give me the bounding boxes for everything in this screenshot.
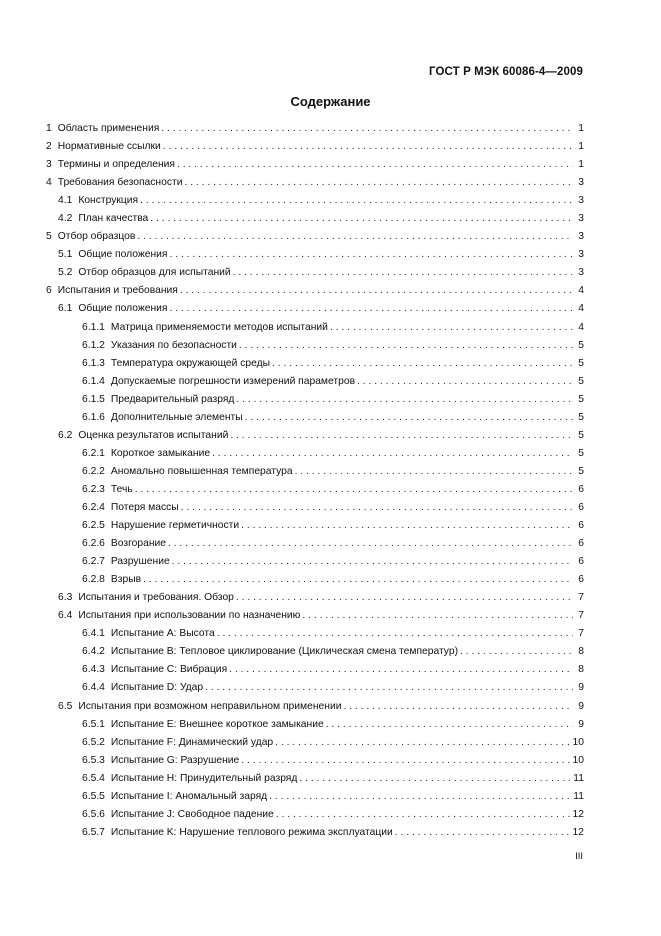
toc-leader-dots — [299, 770, 570, 788]
toc-entry-page: 10 — [572, 736, 584, 748]
toc-entry-title: Короткое замыкание — [110, 447, 211, 459]
toc-entry-title: Испытание A: Высота — [110, 628, 215, 640]
toc-entry-title: Указания по безопасности — [110, 339, 237, 351]
toc-entry-title: Испытание D: Удар — [110, 682, 204, 694]
toc-entry-title: Возгорание — [110, 538, 166, 550]
toc-entry-number: 6.4.2 — [82, 646, 105, 658]
toc-entry-title: Аномально повышенная температура — [110, 465, 293, 477]
toc-entry-title: Общие положения — [78, 303, 168, 315]
toc-leader-dots — [137, 228, 573, 246]
toc-entry[interactable] — [46, 228, 584, 246]
toc-entry-page: 11 — [573, 790, 584, 802]
toc-entry-number: 2 — [46, 141, 52, 153]
toc-leader-dots — [230, 427, 573, 445]
toc-entry-number: 6.4.1 — [82, 628, 105, 640]
toc-entry-title: Отбор образцов для испытаний — [78, 267, 231, 279]
toc-entry[interactable] — [46, 427, 584, 445]
toc-entry[interactable] — [46, 499, 584, 517]
toc-entry-title: Испытания при использовании по назначению — [78, 610, 301, 622]
toc-entry[interactable] — [46, 770, 584, 788]
toc-leader-dots — [168, 535, 573, 553]
toc-entry-page: 9 — [578, 718, 584, 730]
toc-leader-dots — [236, 589, 573, 607]
toc-leader-dots — [326, 716, 573, 734]
toc-entry-title: Взрыв — [110, 574, 142, 586]
toc-entry[interactable] — [46, 210, 584, 228]
toc-entry-number: 1 — [46, 123, 52, 134]
toc-entry[interactable] — [46, 679, 584, 697]
toc-entry-number: 6.5.6 — [82, 808, 105, 820]
toc-entry-number: 6 — [46, 285, 52, 297]
toc-entry-title: Течь — [110, 483, 133, 495]
toc-leader-dots — [233, 264, 573, 282]
toc-entry[interactable] — [46, 535, 584, 553]
page-number: III — [575, 851, 583, 862]
toc-leader-dots — [161, 120, 573, 138]
toc-leader-dots — [140, 192, 573, 210]
toc-entry-title: Испытания при возможном неправильном применении — [78, 700, 342, 712]
toc-entry[interactable] — [46, 174, 584, 192]
toc-entry-title: Испытание H: Принудительный разряд — [110, 772, 298, 784]
toc-entry-page: 1 — [578, 159, 584, 171]
toc-leader-dots — [170, 300, 574, 318]
toc-entry-number: 6.1.6 — [82, 411, 105, 423]
toc-entry-title: План качества — [78, 213, 149, 225]
toc-entry-number: 3 — [46, 159, 52, 171]
toc-entry-number: 4 — [46, 177, 52, 189]
toc-entry[interactable] — [46, 409, 584, 427]
toc-entry-page: 5 — [578, 375, 584, 387]
toc-entry-title: Область применения — [57, 123, 160, 134]
toc-leader-dots — [330, 319, 573, 337]
toc-entry-number: 6.4 — [58, 610, 73, 622]
toc-entry-title: Потеря массы — [110, 501, 179, 513]
toc-entry-title: Температура окружающей среды — [110, 357, 271, 369]
document-code: ГОСТ Р МЭК 60086-4—2009 — [429, 66, 583, 78]
toc-entry-number: 5.1 — [58, 249, 73, 261]
toc-entry-number: 6.2.5 — [82, 520, 105, 532]
toc-leader-dots — [163, 138, 573, 156]
toc-entry-number: 6.5 — [58, 700, 73, 712]
toc-leader-dots — [272, 355, 573, 373]
toc-entry-number: 4.2 — [58, 213, 73, 225]
toc-entry-number: 6.4.3 — [82, 664, 105, 676]
toc-entry-number: 6.1.3 — [82, 357, 105, 369]
toc-entry-page: 6 — [578, 538, 584, 550]
toc-entry-page: 5 — [578, 465, 584, 477]
toc-entry[interactable] — [46, 661, 584, 679]
toc-entry-title: Термины и определения — [57, 159, 175, 171]
toc-leader-dots — [395, 824, 570, 842]
toc-entry-page: 8 — [578, 646, 584, 658]
toc-entry-number: 6.2.3 — [82, 483, 105, 495]
toc-leader-dots — [217, 625, 573, 643]
toc-leader-dots — [275, 734, 569, 752]
toc-entry-page: 7 — [578, 592, 584, 604]
toc-entry[interactable] — [46, 643, 584, 661]
toc-entry-page: 5 — [578, 393, 584, 405]
toc-entry-title: Оценка результатов испытаний — [78, 429, 229, 441]
toc-entry-title: Испытание K: Нарушение теплового режима эксплуатации — [110, 826, 393, 838]
toc-entry[interactable] — [46, 463, 584, 481]
toc-entry[interactable] — [46, 319, 584, 337]
toc-entry[interactable] — [46, 120, 584, 138]
toc-entry-page: 6 — [578, 483, 584, 495]
toc-leader-dots — [177, 156, 573, 174]
toc-entry-number: 6.2.7 — [82, 556, 105, 568]
toc-entry-page: 7 — [578, 628, 584, 640]
toc-entry[interactable] — [46, 355, 584, 373]
toc-entry-title: Испытание C: Вибрация — [110, 664, 228, 676]
toc-entry-page: 5 — [578, 339, 584, 351]
toc-entry-page: 3 — [578, 177, 584, 189]
toc-entry-number: 6.3 — [58, 592, 73, 604]
toc-entry-title: Испытание F: Динамический удар — [110, 736, 274, 748]
toc-entry[interactable] — [46, 788, 584, 806]
toc-entry[interactable] — [46, 156, 584, 174]
toc-leader-dots — [245, 409, 573, 427]
toc-leader-dots — [184, 174, 573, 192]
toc-entry-page: 5 — [578, 429, 584, 441]
toc-entry-page: 3 — [578, 195, 584, 207]
toc-leader-dots — [181, 499, 573, 517]
toc-entry-number: 6.5.4 — [82, 772, 105, 784]
toc-entry-page: 6 — [578, 574, 584, 586]
toc-entry-page: 9 — [578, 682, 584, 694]
toc-leader-dots — [460, 643, 573, 661]
toc-entry-page: 3 — [578, 249, 584, 261]
toc-entry[interactable] — [46, 824, 584, 842]
toc-entry-number: 6.1.2 — [82, 339, 105, 351]
toc-entry-number: 6.2.4 — [82, 501, 105, 513]
toc-leader-dots — [357, 373, 573, 391]
toc-entry-title: Испытание E: Внешнее короткое замыкание — [110, 718, 324, 730]
toc-entry[interactable] — [46, 734, 584, 752]
toc-entry-number: 6.1.4 — [82, 375, 105, 387]
toc-entry-page: 3 — [578, 231, 584, 243]
toc-entry-page: 8 — [578, 664, 584, 676]
toc-entry-page: 6 — [578, 520, 584, 532]
toc-leader-dots — [239, 337, 573, 355]
toc-entry[interactable] — [46, 282, 584, 300]
toc-leader-dots — [170, 246, 574, 264]
toc-leader-dots — [205, 679, 573, 697]
toc-entry[interactable] — [46, 517, 584, 535]
toc-entry[interactable] — [46, 481, 584, 499]
toc-entry[interactable] — [46, 571, 584, 589]
toc-entry[interactable] — [46, 806, 584, 824]
toc-entry[interactable] — [46, 553, 584, 571]
toc-entry[interactable] — [46, 138, 584, 156]
toc-leader-dots — [269, 788, 570, 806]
toc-entry-page: 4 — [578, 303, 584, 315]
toc-entry-title: Испытание G: Разрушение — [110, 754, 240, 766]
toc-entry-title: Общие положения — [78, 249, 168, 261]
toc-entry[interactable] — [46, 698, 584, 716]
toc-entry-number: 6.2.2 — [82, 465, 105, 477]
toc-entry-page: 6 — [578, 556, 584, 568]
toc-entry-title: Нарушение герметичности — [110, 520, 240, 532]
toc-entry-page: 4 — [578, 321, 584, 333]
toc-entry-page: 4 — [578, 285, 584, 297]
toc-entry-number: 6.5.1 — [82, 718, 105, 730]
toc-entry-number: 4.1 — [58, 195, 73, 207]
toc-entry-number: 6.5.3 — [82, 754, 105, 766]
toc-entry-number: 6.1.1 — [82, 321, 105, 333]
toc-entry[interactable] — [46, 625, 584, 643]
toc-leader-dots — [241, 752, 569, 770]
toc-entry-number: 6.4.4 — [82, 682, 105, 694]
toc-entry-number: 5 — [46, 231, 52, 243]
toc-entry-page: 9 — [578, 700, 584, 712]
toc-leader-dots — [150, 210, 573, 228]
toc-entry-title: Испытание I: Аномальный заряд — [110, 790, 268, 802]
toc-entry[interactable] — [46, 264, 584, 282]
toc-entry-title: Разрушение — [110, 556, 170, 568]
toc-entry-page: 12 — [572, 826, 584, 838]
toc-entry-page: 3 — [578, 213, 584, 225]
toc-leader-dots — [212, 445, 573, 463]
toc-entry[interactable] — [46, 192, 584, 210]
toc-entry[interactable] — [46, 589, 584, 607]
page-title: Содержание — [290, 94, 371, 109]
toc-leader-dots — [295, 463, 573, 481]
toc-entry[interactable] — [46, 391, 584, 409]
toc-entry-title: Испытания и требования — [57, 285, 178, 297]
toc-entry-number: 6.5.5 — [82, 790, 105, 802]
toc-entry-title: Дополнительные элементы — [110, 411, 243, 423]
toc-entry-number: 6.2 — [58, 429, 73, 441]
toc-entry[interactable] — [46, 300, 584, 318]
toc-entry-page: 11 — [573, 772, 584, 784]
toc-leader-dots — [276, 806, 570, 824]
toc-entry-page: 5 — [578, 447, 584, 459]
toc-entry-title: Допускаемые погрешности измерений параметров — [110, 375, 356, 387]
toc-entry-page: 3 — [578, 267, 584, 279]
toc-entry-number: 6.5.7 — [82, 826, 105, 838]
toc-entry-page: 7 — [578, 610, 584, 622]
toc-entry-page: 5 — [578, 357, 584, 369]
toc-leader-dots — [236, 391, 573, 409]
toc-entry-title: Матрица применяемости методов испытаний — [110, 321, 328, 333]
toc-entry-title: Испытания и требования. Обзор — [78, 592, 234, 604]
toc-entry[interactable] — [46, 445, 584, 463]
toc-entry-number: 6.5.2 — [82, 736, 105, 748]
toc-entry-page: 5 — [578, 411, 584, 423]
toc-entry-page: 1 — [578, 123, 584, 134]
toc-leader-dots — [229, 661, 573, 679]
toc-entry-title: Испытание B: Тепловое циклирование (Циклическая смена температур) — [110, 646, 458, 658]
toc-entry[interactable] — [46, 752, 584, 770]
toc-entry[interactable] — [46, 337, 584, 355]
toc-leader-dots — [302, 607, 573, 625]
toc-entry[interactable] — [46, 373, 584, 391]
toc-entry-number: 6.1.5 — [82, 393, 105, 405]
table-of-contents — [46, 120, 584, 842]
toc-leader-dots — [343, 698, 573, 716]
toc-entry-page: 1 — [578, 141, 584, 153]
toc-entry-title: Нормативные ссылки — [57, 141, 161, 153]
toc-entry-page: 12 — [572, 808, 584, 820]
toc-leader-dots — [143, 571, 573, 589]
toc-entry[interactable] — [46, 716, 584, 734]
toc-leader-dots — [180, 282, 573, 300]
toc-entry-number: 6.2.6 — [82, 538, 105, 550]
toc-entry-page: 10 — [572, 754, 584, 766]
toc-entry-page: 6 — [578, 501, 584, 513]
toc-entry-number: 5.2 — [58, 267, 73, 279]
toc-entry[interactable] — [46, 246, 584, 264]
toc-leader-dots — [135, 481, 573, 499]
toc-leader-dots — [172, 553, 573, 571]
toc-entry-title: Отбор образцов — [57, 231, 136, 243]
toc-entry-number: 6.2.8 — [82, 574, 105, 586]
toc-entry-number: 6.1 — [58, 303, 73, 315]
toc-entry-title: Испытание J: Свободное падение — [110, 808, 274, 820]
toc-entry-title: Конструкция — [78, 195, 139, 207]
toc-leader-dots — [241, 517, 573, 535]
toc-entry-title: Предварительный разряд — [110, 393, 235, 405]
toc-entry-title: Требования безопасности — [57, 177, 183, 189]
toc-entry-number: 6.2.1 — [82, 447, 105, 459]
toc-entry[interactable] — [46, 607, 584, 625]
